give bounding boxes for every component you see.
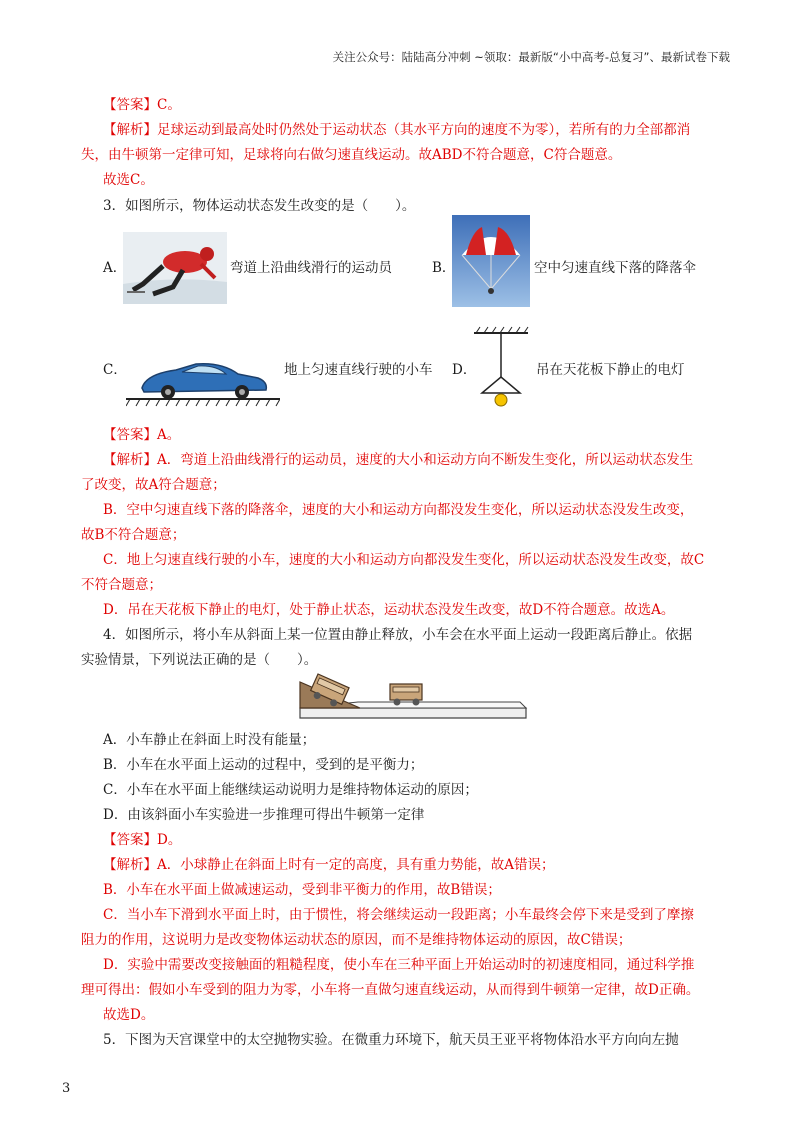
q3-option-d-letter: D．	[452, 362, 477, 378]
q4-choose: 故选D。	[103, 1007, 155, 1023]
skater-image	[123, 232, 227, 304]
q5-stem: 5．下图为天宫课堂中的太空抛物实验。在微重力环境下，航天员王亚平将物体沿水平方向向左抛	[103, 1032, 679, 1048]
ramp-cart-image	[298, 668, 528, 724]
q2-choose: 故选C。	[103, 172, 154, 188]
q3-option-d-text: 吊在天花板下静止的电灯	[536, 362, 685, 378]
q4-analysis-line-2: B．小车在水平面上做减速运动，受到非平衡力的作用，故B错误；	[103, 882, 501, 898]
q2-answer: 【答案】C。	[103, 97, 181, 113]
q3-option-b-letter: B．	[432, 260, 456, 276]
q4-stem-line-2: 实验情景，下列说法正确的是（ ）。	[81, 652, 318, 668]
q3-option-b-text: 空中匀速直线下落的降落伞	[534, 260, 696, 276]
q3-option-a-text: 弯道上沿曲线滑行的运动员	[230, 260, 392, 276]
q2-analysis-line-1: 【解析】足球运动到最高处时仍然处于运动状态（其水平方向的速度不为零），若所有的力全部都消	[103, 122, 691, 138]
q4-analysis-line-4: 阻力的作用，这说明力是改变物体运动状态的原因，而不是维持物体运动的原因，故C错误；	[81, 932, 632, 948]
q3-analysis-line-4: 故B不符合题意；	[81, 527, 186, 543]
q3-option-c-text: 地上匀速直线行驶的小车	[284, 362, 433, 378]
q4-option-a: A．小车静止在斜面上时没有能量；	[103, 732, 316, 748]
q4-stem-line-1: 4．如图所示，将小车从斜面上某一位置由静止释放，小车会在水平面上运动一段距离后静止。依据	[103, 627, 693, 643]
q4-analysis-line-3: C．当小车下滑到水平面上时，由于惯性，将会继续运动一段距离；小车最终会停下来是受到了摩擦	[103, 907, 694, 923]
q3-analysis-line-1: 【解析】A．弯道上沿曲线滑行的运动员，速度的大小和运动方向不断发生变化，所以运动状态发生	[103, 452, 694, 468]
q4-answer: 【答案】D。	[103, 832, 182, 848]
q3-option-a-letter: A．	[103, 260, 127, 276]
q3-analysis-line-5: C．地上匀速直线行驶的小车，速度的大小和运动方向都没发生变化，所以运动状态没发生改变，故C	[103, 552, 705, 568]
q4-analysis-line-1: 【解析】A．小球静止在斜面上时有一定的高度，具有重力势能，故A错误；	[103, 857, 555, 873]
q3-analysis-line-7: D．吊在天花板下静止的电灯，处于静止状态，运动状态没发生改变，故D不符合题意。故选A。	[103, 602, 675, 618]
page-number: 3	[62, 1081, 71, 1096]
q3-analysis-line-3: B．空中匀速直线下落的降落伞，速度的大小和运动方向都没发生变化，所以运动状态没发生改变，	[103, 502, 694, 518]
q3-stem: 3．如图所示，物体运动状态发生改变的是（ ）。	[103, 198, 416, 214]
parachute-image	[452, 215, 530, 307]
q2-analysis-line-2: 失，由牛顿第一定律可知，足球将向右做匀速直线运动。故ABD不符合题意，C符合题意。	[81, 147, 622, 163]
q4-option-d: D．由该斜面小车实验进一步推理可得出牛顿第一定律	[103, 807, 425, 823]
q4-option-c: C．小车在水平面上能继续运动说明力是维持物体运动的原因；	[103, 782, 478, 798]
q3-analysis-line-2: 了改变，故A符合题意；	[81, 477, 226, 493]
car-image	[126, 352, 280, 408]
q4-option-b: B．小车在水平面上运动的过程中，受到的是平衡力；	[103, 757, 424, 773]
q3-answer: 【答案】A。	[103, 427, 181, 443]
hanging-lamp-image	[470, 325, 532, 409]
q3-analysis-line-6: 不符合题意；	[81, 577, 162, 593]
page-header: 关注公众号：陆陆高分冲刺 ~领取：最新版“小中高考-总复习”、最新试卷下载	[332, 50, 730, 64]
q3-option-c-letter: C．	[103, 362, 127, 378]
q4-analysis-line-6: 理可得出：假如小车受到的阻力为零，小车将一直做匀速直线运动，从而得到牛顿第一定律，故D正确。	[81, 982, 700, 998]
q4-analysis-line-5: D．实验中需要改变接触面的粗糙程度，使小车在三种平面上开始运动时的初速度相同，通过科学推	[103, 957, 695, 973]
